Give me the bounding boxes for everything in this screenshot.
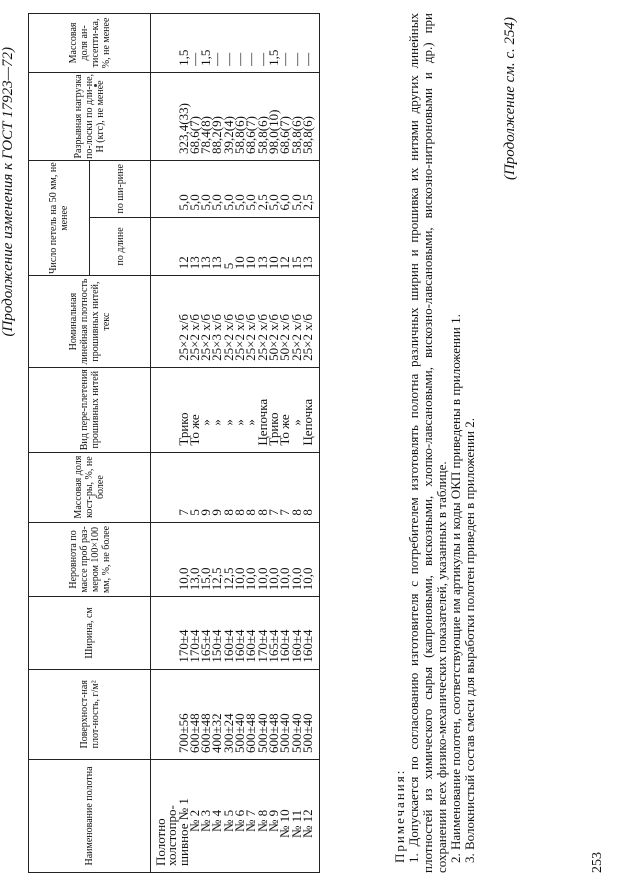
name-line: № 3 <box>198 809 214 832</box>
linear-density-value: 25×3 х/б <box>209 314 225 361</box>
breaking-load-value: 68,6(7) <box>243 116 259 154</box>
loops-length-value: 13 <box>198 256 214 270</box>
width-value: 160±4 <box>277 629 293 663</box>
antiseptic-value: 1,5 <box>198 49 214 66</box>
density-value: 500±40 <box>299 713 315 753</box>
header-name: Наименование полотна <box>29 759 151 872</box>
breaking-load-value: 68,6(7) <box>277 116 293 154</box>
breaking-load-cell <box>151 72 320 160</box>
loops-length-value: 13 <box>186 256 202 270</box>
breaking-load-value: 323,4(33) <box>175 103 191 154</box>
header-loops-width: по ши-рине <box>90 161 151 218</box>
loops-width-value: 5,0 <box>243 194 259 211</box>
name-line: № 5 <box>220 809 236 832</box>
stitch-type-value: » <box>220 419 236 426</box>
breaking-load-value: 39,2(4) <box>220 116 236 154</box>
note-2: 2. Наименование полотен, соответствующие им артикулы и коды ОКП приведены в приложении 1. <box>448 314 463 863</box>
density-value: 400±32 <box>209 713 225 753</box>
header-stitch-type: Вид пере-плетения прошивных нитей <box>29 367 151 452</box>
antiseptic-value: — <box>299 52 315 66</box>
antiseptic-value: — <box>209 52 225 66</box>
continuation-note: (Продолжение см. с. 254) <box>502 17 518 181</box>
loops-width-value: 5,0 <box>232 194 248 211</box>
name-line: № 9 <box>265 809 281 832</box>
stitch-type-value: » <box>288 419 304 426</box>
name-line: № 4 <box>209 809 225 832</box>
linear-density-cell <box>151 276 320 368</box>
breaking-load-value: 78,4(8) <box>198 116 214 154</box>
width-value: 160±4 <box>232 629 248 663</box>
header-loops-length: по длине <box>90 217 151 276</box>
bonefire-value: 8 <box>299 509 315 516</box>
breaking-load-value: 88,2(9) <box>209 116 225 154</box>
header-breaking-load: Разрывная нагрузка по-лоски по дли-не, Н (кгс), не менее <box>29 72 151 160</box>
loops-length-value: 10 <box>232 256 248 270</box>
width-value: 165±4 <box>265 629 281 663</box>
breaking-load-value: 68,6(7) <box>186 116 202 154</box>
header-width: Ширина, см <box>29 597 151 669</box>
loops-width-value: 5,0 <box>265 194 281 211</box>
loops-width-value: 5,0 <box>186 194 202 211</box>
header-loops-group: Число петель на 50 мм, не менее <box>29 161 90 276</box>
unevenness-value: 10,0 <box>232 567 248 591</box>
stitch-type-value: Цепочка <box>254 398 270 446</box>
density-cell <box>151 669 320 759</box>
stitch-type-cell <box>151 367 320 452</box>
bonefire-value: 8 <box>220 509 236 516</box>
stitch-type-value: Трико <box>175 412 191 446</box>
loops-length-value: 12 <box>175 256 191 270</box>
loops-length-cell <box>151 217 320 276</box>
stitch-type-value: То же <box>186 414 202 446</box>
loops-width-value: 2,5 <box>254 194 270 211</box>
name-line: № 10 <box>277 809 293 838</box>
name-cell <box>151 759 320 872</box>
note-3: 3. Волокнистый состав смеси для выработки полотен приведен в приложении 2. <box>462 417 477 863</box>
stitch-type-value: » <box>198 419 214 426</box>
name-line: № 2 <box>186 809 202 832</box>
name-line: № 12 <box>299 809 315 838</box>
name-line: Полотно <box>153 818 168 866</box>
density-value: 600±48 <box>186 713 202 753</box>
loops-length-value: 15 <box>288 256 304 270</box>
unevenness-value: 10,0 <box>288 567 304 591</box>
width-value: 160±4 <box>220 629 236 663</box>
width-value: 170±4 <box>254 629 270 663</box>
loops-width-value: 2,5 <box>299 194 315 211</box>
antiseptic-value: 1,5 <box>265 49 281 66</box>
notes-title: Примечания: <box>392 768 407 863</box>
bonefire-value: 8 <box>288 509 304 516</box>
linear-density-value: 25×2 х/б <box>243 314 259 361</box>
loops-length-value: 13 <box>299 256 315 270</box>
stitch-type-value: » <box>209 419 225 426</box>
antiseptic-cell <box>151 14 320 73</box>
density-value: 700±56 <box>175 713 191 753</box>
name-line: шивное № 1 <box>175 798 191 866</box>
loops-length-value: 13 <box>209 256 225 270</box>
density-value: 300±24 <box>220 713 236 753</box>
bonefire-value: 8 <box>243 509 259 516</box>
density-value: 600±48 <box>265 713 281 753</box>
unevenness-value: 10,0 <box>175 567 191 591</box>
header-antiseptic: Массовая доля ан-тисепти-ка, %, не менее <box>29 14 151 73</box>
notes-block <box>393 13 477 873</box>
loops-length-value: 12 <box>277 256 293 270</box>
name-line: № 6 <box>232 809 248 832</box>
loops-width-value: 6,0 <box>277 194 293 211</box>
note-1: 1. Допускается по согласованию изготовителя с потребителем изготовлять полотна различных ширин и прошивка их нитями других линейных плотностей из химического сырья (капроновыми, вискозными, хлопко-лавсановыми, вискозно-лавсановыми, вискозно-нитроновыми и др.) при сохранении всех физико-механических показателей, указанных в таблице. <box>406 13 449 873</box>
unevenness-value: 12,5 <box>220 567 236 591</box>
bonefire-value: 9 <box>198 509 214 516</box>
bonefire-value: 7 <box>265 509 281 516</box>
width-cell <box>151 597 320 669</box>
unevenness-value: 10,0 <box>277 567 293 591</box>
loops-width-value: 5,0 <box>209 194 225 211</box>
bonefire-value: 8 <box>254 509 270 516</box>
stitch-type-value: Трико <box>265 412 281 446</box>
breaking-load-value: 58,8(6) <box>299 116 315 154</box>
density-value: 500±40 <box>288 713 304 753</box>
width-value: 160±4 <box>299 629 315 663</box>
unevenness-value: 15,0 <box>198 567 214 591</box>
header-unevenness: Неровнота по массе проб раз-мером 100×100 мм, %, не более <box>29 522 151 597</box>
loops-length-value: 10 <box>265 256 281 270</box>
stitch-type-value: Цепочка <box>299 398 315 446</box>
page-number: 253 <box>590 852 605 873</box>
antiseptic-value: — <box>220 52 236 66</box>
linear-density-value: 25×2 х/б <box>232 314 248 361</box>
specs-table <box>28 13 320 873</box>
width-value: 170±4 <box>175 629 191 663</box>
linear-density-value: 50×2 х/б <box>277 314 293 361</box>
unevenness-value: 12,5 <box>209 567 225 591</box>
header-density: Поверхност-ная плот-ность, г/м² <box>29 669 151 759</box>
density-value: 600±48 <box>243 713 259 753</box>
unevenness-value: 10,0 <box>299 567 315 591</box>
linear-density-value: 25×2 х/б <box>175 314 191 361</box>
loops-width-cell <box>151 161 320 218</box>
linear-density-value: 25×2 х/б <box>254 314 270 361</box>
width-value: 150±4 <box>209 629 225 663</box>
stitch-type-value: То же <box>277 414 293 446</box>
loops-length-value: 10 <box>243 256 259 270</box>
density-value: 500±40 <box>277 713 293 753</box>
width-value: 170±4 <box>186 629 202 663</box>
density-value: 500±40 <box>254 713 270 753</box>
antiseptic-value: — <box>288 52 304 66</box>
page-header: (Продолжение изменения к ГОСТ 17923—72) <box>0 47 16 337</box>
loops-width-value: 5,0 <box>220 194 236 211</box>
linear-density-value: 25×2 х/б <box>288 314 304 361</box>
antiseptic-value: — <box>254 52 270 66</box>
name-line: холстопро- <box>164 805 180 866</box>
density-value: 600±48 <box>198 713 214 753</box>
loops-width-value: 5,0 <box>198 194 214 211</box>
unevenness-value: 10,0 <box>265 567 281 591</box>
bonefire-value: 9 <box>209 509 225 516</box>
width-value: 160±4 <box>243 629 259 663</box>
bonefire-value: 7 <box>175 509 191 516</box>
loops-width-value: 5,0 <box>288 194 304 211</box>
loops-length-value: 13 <box>254 256 270 270</box>
linear-density-value: 25×2 х/б <box>198 314 214 361</box>
unevenness-value: 10,0 <box>254 567 270 591</box>
antiseptic-value: — <box>232 52 248 66</box>
density-value: 500±40 <box>232 713 248 753</box>
bonefire-cell <box>151 452 320 522</box>
breaking-load-value: 98,0(10) <box>265 109 281 154</box>
antiseptic-value: 1,5 <box>175 49 191 66</box>
linear-density-value: 25×2 х/б <box>299 314 315 361</box>
unevenness-value: 13,0 <box>186 567 202 591</box>
linear-density-value: 25×2 х/б <box>220 314 236 361</box>
width-value: 165±4 <box>198 629 214 663</box>
name-line: № 7 <box>243 809 259 832</box>
bonefire-value: 7 <box>277 509 293 516</box>
stitch-type-value: » <box>232 419 248 426</box>
loops-length-value: 5 <box>220 262 236 270</box>
linear-density-value: 50×2 х/б <box>265 314 281 361</box>
bonefire-value: 8 <box>232 509 248 516</box>
unevenness-value: 10,0 <box>243 567 259 591</box>
loops-width-value: 5,0 <box>175 194 191 211</box>
breaking-load-value: 58,8(6) <box>232 116 248 154</box>
name-line: № 8 <box>254 809 270 832</box>
antiseptic-value: — <box>277 52 293 66</box>
width-value: 160±4 <box>288 629 304 663</box>
antiseptic-value: — <box>243 52 259 66</box>
linear-density-value: 25×2 х/б <box>186 314 202 361</box>
header-linear-density: Номинальная линейная плотность прошивных нитей, текс <box>29 276 151 368</box>
stitch-type-value: » <box>243 419 259 426</box>
antiseptic-value: — <box>186 52 202 66</box>
bonefire-value: 5 <box>186 509 202 516</box>
name-line: № 11 <box>288 809 304 838</box>
breaking-load-value: 58,8(6) <box>254 116 270 154</box>
unevenness-cell <box>151 522 320 597</box>
header-bonefire: Массовая доля кост-ры, %, не более <box>29 452 151 522</box>
breaking-load-value: 58,8(6) <box>288 116 304 154</box>
